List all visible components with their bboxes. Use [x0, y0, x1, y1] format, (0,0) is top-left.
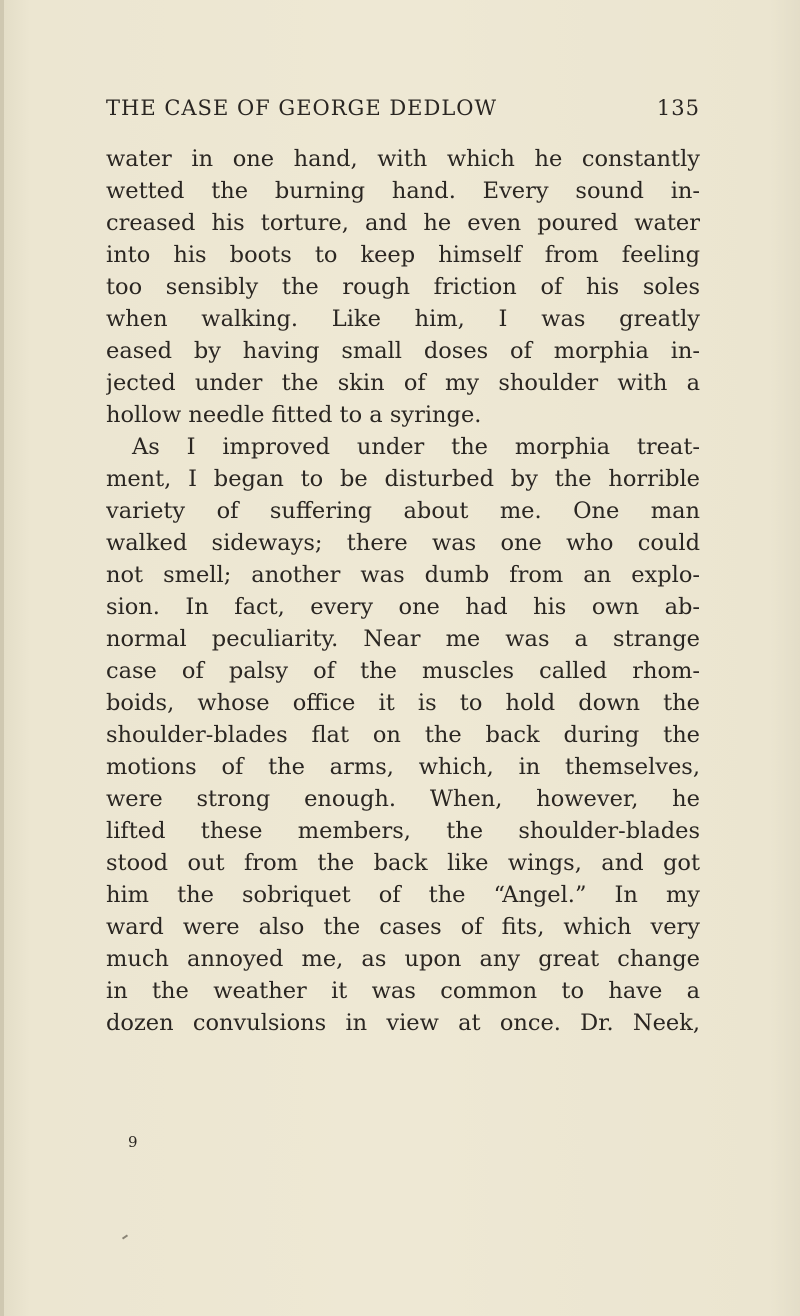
text-line: hollow needle fitted to a syringe.: [106, 402, 482, 428]
text-line: ward were also the cases of fits, which very: [106, 914, 700, 940]
text-line: into his boots to keep himself from feeling: [106, 242, 700, 268]
text-line: water in one hand, with which he constantly: [106, 146, 700, 172]
text-line: normal peculiarity. Near me was a strange: [106, 626, 700, 652]
text-line: in the weather it was common to have a: [106, 978, 700, 1004]
page-number: 135: [656, 96, 700, 120]
text-line: him the sobriquet of the “Angel.” In my: [106, 882, 700, 908]
text-line: were strong enough. When, however, he: [106, 786, 700, 812]
text-line: variety of suffering about me. One man: [106, 498, 700, 524]
text-line: shoulder-blades flat on the back during the: [106, 722, 700, 748]
text-line: when walking. Like him, I was greatly: [106, 306, 700, 332]
text-line: dozen convulsions in view at once. Dr. Neek,: [106, 1010, 700, 1036]
body-text: [106, 143, 700, 1039]
text-line: lifted these members, the shoulder-blades: [106, 818, 700, 844]
running-title: THE CASE OF GEORGE DEDLOW: [106, 96, 498, 120]
text-line: boids, whose office it is to hold down the: [106, 690, 700, 716]
text-line: stood out from the back like wings, and got: [106, 850, 700, 876]
text-line: creased his torture, and he even poured water: [106, 210, 700, 236]
text-line: wetted the burning hand. Every sound in-: [106, 178, 700, 204]
text-line: walked sideways; there was one who could: [106, 530, 700, 556]
text-line: jected under the skin of my shoulder with a: [106, 370, 700, 396]
text-line: As I improved under the morphia treat-: [132, 434, 700, 460]
signature-mark: 9: [128, 1133, 138, 1151]
running-head: [106, 96, 700, 126]
text-line: motions of the arms, which, in themselves,: [106, 754, 700, 780]
text-line: ment, I began to be disturbed by the horrible: [106, 466, 700, 492]
text-line: not smell; another was dumb from an explo-: [106, 562, 700, 588]
text-line: too sensibly the rough friction of his soles: [106, 274, 700, 300]
stray-mark: [122, 1234, 128, 1239]
text-line: sion. In fact, every one had his own ab-: [106, 594, 700, 620]
text-line: much annoyed me, as upon any great change: [106, 946, 700, 972]
text-line: eased by having small doses of morphia in-: [106, 338, 700, 364]
page-edge: [0, 0, 4, 1316]
text-line: case of palsy of the muscles called rhom-: [106, 658, 700, 684]
